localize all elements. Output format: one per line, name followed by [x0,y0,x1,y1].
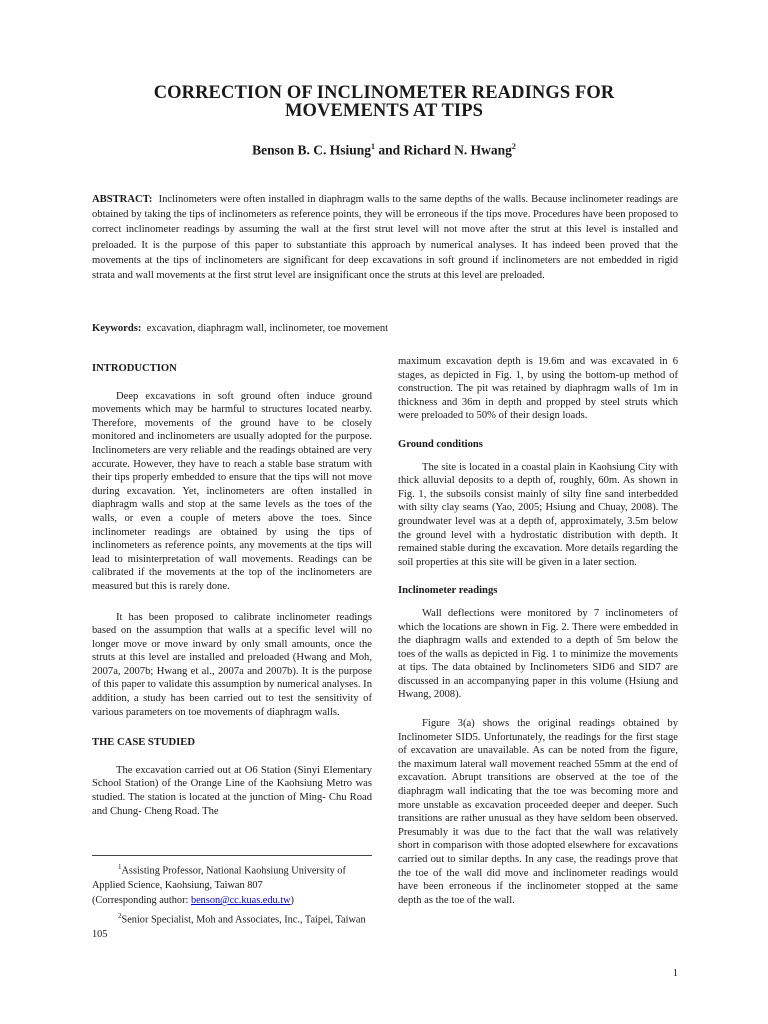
inclinometer-paragraph-2: Figure 3(a) shows the original readings obtained by Inclinometer SID5. Unfortunately, the readings for the first stage of excavation are unavailable. As can be noted from the figure, the maximum lateral wall movement reached 55mm at the end of excavation. Abrupt transitions are observed at the toe of the diaphragm wall indicating that the toe was becoming more and more unstable as excavation proceeded deeper and deeper. Such transitions are rather unusual as they have seldom been observed. Presumably it was due to the fact that the wall was relatively short in comparison with those adopted elsewhere for excavations carried out to similar depths. In any case, the readings prove that the toe of the wall did move and inclinometer readings would have been erroneous if the inclinometer stopped at the same depth as the toe of the wall. [398,718,678,906]
author-2: Richard N. Hwang [403,142,512,158]
footnote-1-mark: 1 [118,863,122,871]
abstract [92,192,678,283]
footnotes [92,860,372,943]
correspondence-prefix: (Corresponding author: [92,895,191,907]
inclinometer-paragraph-1: Wall deflections were monitored by 7 inclinometers of which the locations are shown in Fig. 2. There were embedded in the diaphragm walls and extended to a depth of 5m below the toes of the walls as depicted in Fig. 1 to minimize the movements at tips. The data obtained by Inclinometers SID6 and SID7 are discussed in an accompanying paper in this volume (Hsiung and Hwang, 2008). [398,607,678,701]
section-heading-introduction: INTRODUCTION [92,363,177,374]
keywords-label: Keywords: [92,323,142,334]
corresponding-email-link[interactable]: benson@cc.kuas.edu.tw [190,895,291,907]
page-number: 1 [672,968,678,979]
subsection-heading-ground-conditions: Ground conditions [398,438,483,450]
footnote-1-correspondence [92,894,372,909]
footnote-1-text: Assisting Professor, National Kaohsiung University of Applied Science, Kaohsiung, Taiwan 807 [92,865,346,892]
author-conjunction: and [375,142,404,158]
author-line [90,142,678,159]
case-paragraph-continued: maximum excavation depth is 19.6m and was excavated in 6 stages, as depicted in Fig. 1, by using the bottom-up method of construction. The pit was retained by diaphragm walls of 1m in thickness and 36m in depth and propped by steel struts which were preloaded to 50% of their design loads. [398,356,678,422]
ground-conditions-paragraph: The site is located in a coastal plain in Kaohsiung City with thick alluvial deposits to a depth of, roughly, 60m. As shown in Fig. 1, the subsoils consist mainly of silty fine sand interbedded with silty clay seams (Yao, 2005; Hsiung and Chuay, 2008). The groundwater level was at a depth of, approximately, 3.5m below the ground level with a hydrostatic distribution with depth. It remained stable during the excavation. More details regarding the soil properties at this site will be given in a later section. [398,461,678,568]
case-paragraph-1: The excavation carried out at O6 Station (Sinyi Elementary School Station) of the Orange Line of the Kaohsiung Metro was studied. The station is located at the junction of Ming- Chu Road and Chung- Cheng Road. The [92,764,372,817]
subsection-heading-inclinometer-readings: Inclinometer readings [398,585,498,597]
title-line-2: MOVEMENTS AT TIPS [284,101,484,121]
footnote-2 [92,909,372,943]
footnote-2-mark: 2 [118,911,122,920]
abstract-text: Inclinometers were often installed in diaphragm walls to the same depths of the walls. Because inclinometer readings are obtained by taking the tips of inclinometers as reference points, they will be erroneous if the tips move. Procedures have been proposed to correct inclinometer readings by assuming the wall at the first strut level will not move after the strut at this level is installed and preloaded. It is the purpose of this paper to substantiate this approach by numerical analyses. It has indeed been proved that the movements at the tips of inclinometers are significant for deep excavations in soft ground if inclinometers are not embedded in rigid strata and wall movements at the first strut level are insignificant once the struts at this level are preloaded. [92,194,679,282]
footnote-divider [92,855,372,856]
left-column [92,356,372,835]
footnote-2-text: Senior Specialist, Moh and Associates, Inc., Taipei, Taiwan 105 [92,914,366,941]
footnote-1 [92,860,372,894]
intro-paragraph-1: Deep excavations in soft ground often induce ground movements which may be harmful to structures located nearby. Therefore, movements of the ground have to be closely monitored and inclinometers are usually adopted for the purpose. Inclinometers are very reliable and the readings obtained are very accurate. However, they have to reach a stable base stratum with their tips properly embedded to ensure that the tips will not move during excavation. Yet, inclinometers are often installed in diaphragm walls and stop at the same levels as the toes of the walls, or even a couple of meters above the toes. Since inclinometer readings are obtained by using the tips of inclinometers as reference points, any movements at the tips will lead to misinterpretation of wall movements. Readings can be calibrated if the movements at the top of the inclinometers are measured but this is rarely done. [92,390,372,592]
section-heading-case-studied: THE CASE STUDIED [92,737,196,749]
author-1-affiliation-mark: 1 [371,142,375,151]
abstract-label: ABSTRACT: [92,194,153,205]
intro-paragraph-2: It has been proposed to calibrate inclinometer readings based on the assumption that walls at a specific level will no longer move or move inward by only small amounts, once the struts at this level are installed and preloaded (Hwang and Moh, 2007a, 2007b; Hwang et al., 2007a and 2007b). It is the purpose of this paper to validate this assumption by numerical analyses. In addition, a study has been carried out to test the sensitivity of various parameters on toe movements of diaphragm walls. [92,611,372,718]
keywords [92,321,678,336]
title-line-1: CORRECTION OF INCLINOMETER READINGS FOR [153,83,615,103]
keywords-text: excavation, diaphragm wall, inclinometer, toe movement [146,323,389,334]
correspondence-suffix: ) [290,895,294,907]
author-1: Benson B. C. Hsiung [252,142,371,158]
paper-title [90,84,678,120]
author-2-affiliation-mark: 2 [511,142,516,151]
right-column [398,355,678,922]
